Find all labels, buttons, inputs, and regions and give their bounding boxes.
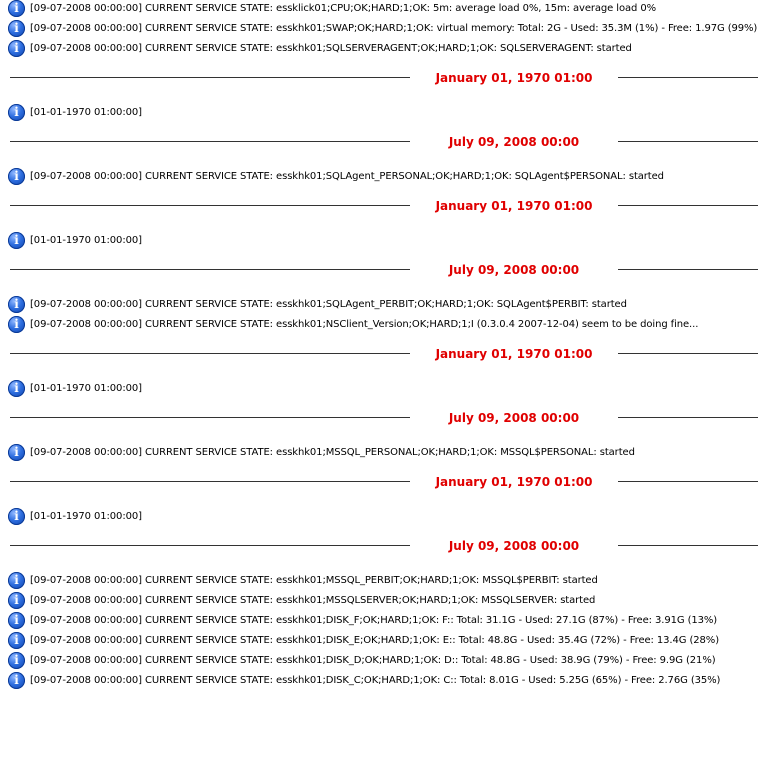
info-icon: i	[8, 652, 25, 669]
info-icon: i	[8, 0, 25, 17]
date-divider	[10, 69, 758, 87]
log-entry-text: [01-01-1970 01:00:00]	[30, 106, 142, 118]
log-entry	[8, 230, 142, 250]
log-entry	[8, 630, 719, 650]
date-header: July 09, 2008 00:00	[448, 263, 580, 277]
info-icon: i	[8, 232, 25, 249]
log-entry	[8, 570, 598, 590]
log-entry-text: [09-07-2008 00:00:00] CURRENT SERVICE STATE: esskhk01;SQLAgent_PERBIT;OK;HARD;1;OK: SQLAgent$PERBIT: started	[30, 298, 627, 310]
log-entry-text: [09-07-2008 00:00:00] CURRENT SERVICE STATE: esskhk01;DISK_E;OK;HARD;1;OK: E:: Total: 48.8G - Used: 35.4G (72%) - Free: 13.4G (28%)	[30, 634, 720, 646]
log-entry	[8, 166, 664, 186]
log-entry-text: [09-07-2008 00:00:00] CURRENT SERVICE STATE: esskhk01;MSSQL_PERBIT;OK;HARD;1;OK: MSSQL$PERBIT: started	[30, 574, 598, 586]
log-entry	[8, 442, 635, 462]
date-header: July 09, 2008 00:00	[448, 539, 580, 553]
log-entry-text: [09-07-2008 00:00:00] CURRENT SERVICE STATE: esskhk01;DISK_C;OK;HARD;1;OK: C:: Total: 8.01G - Used: 5.25G (65%) - Free: 2.76G (35%)	[30, 674, 721, 686]
date-divider	[10, 261, 758, 279]
date-header: January 01, 1970 01:00	[435, 347, 593, 361]
divider-rule-right	[618, 269, 758, 270]
log-entry-text: [01-01-1970 01:00:00]	[30, 382, 142, 394]
divider-rule-right	[618, 141, 758, 142]
info-icon: i	[8, 380, 25, 397]
divider-rule-left	[10, 353, 410, 354]
info-icon: i	[8, 168, 25, 185]
date-header: January 01, 1970 01:00	[435, 199, 593, 213]
info-icon: i	[8, 104, 25, 121]
info-icon: i	[8, 296, 25, 313]
date-header: July 09, 2008 00:00	[448, 135, 580, 149]
log-entry-text: [09-07-2008 00:00:00] CURRENT SERVICE STATE: esskhk01;DISK_F;OK;HARD;1;OK: F:: Total: 31.1G - Used: 27.1G (87%) - Free: 3.91G (13%)	[30, 614, 718, 626]
log-entry	[8, 610, 717, 630]
divider-rule-left	[10, 481, 410, 482]
date-header: January 01, 1970 01:00	[435, 475, 593, 489]
divider-rule-left	[10, 77, 410, 78]
log-entry-text: [09-07-2008 00:00:00] CURRENT SERVICE STATE: esskhk01;NSClient_Version;OK;HARD;1;I (0.3.0.4 2007-12-04) seem to be doing fine...	[30, 318, 699, 330]
log-entry	[8, 378, 142, 398]
info-icon: i	[8, 508, 25, 525]
divider-rule-right	[618, 205, 758, 206]
log-entry	[8, 18, 757, 38]
divider-rule-right	[618, 353, 758, 354]
log-entry	[8, 670, 720, 690]
log-entry-text: [01-01-1970 01:00:00]	[30, 510, 142, 522]
divider-rule-left	[10, 141, 410, 142]
divider-rule-left	[10, 205, 410, 206]
date-header: January 01, 1970 01:00	[435, 71, 593, 85]
divider-rule-right	[618, 481, 758, 482]
info-icon: i	[8, 612, 25, 629]
log-entry	[8, 38, 632, 58]
log-entry	[8, 590, 595, 610]
log-entry-text: [01-01-1970 01:00:00]	[30, 234, 142, 246]
info-icon: i	[8, 20, 25, 37]
log-entry-text: [09-07-2008 00:00:00] CURRENT SERVICE STATE: esskhk01;SWAP;OK;HARD;1;OK: virtual memory: Total: 2G - Used: 35.3M (1%) - Free: 1.97G (99%)	[30, 22, 758, 34]
date-divider	[10, 197, 758, 215]
info-icon: i	[8, 444, 25, 461]
log-entry	[8, 102, 142, 122]
log-entry-text: [09-07-2008 00:00:00] CURRENT SERVICE STATE: esskhk01;DISK_D;OK;HARD;1;OK: D:: Total: 48.8G - Used: 38.9G (79%) - Free: 9.9G (21%)	[30, 654, 716, 666]
log-entry	[8, 506, 142, 526]
info-icon: i	[8, 316, 25, 333]
log-entry	[8, 650, 716, 670]
log-entry	[8, 314, 698, 334]
info-icon: i	[8, 672, 25, 689]
info-icon: i	[8, 632, 25, 649]
date-divider	[10, 409, 758, 427]
log-entry-text: [09-07-2008 00:00:00] CURRENT SERVICE STATE: esskhk01;MSSQL_PERSONAL;OK;HARD;1;OK: MSSQL$PERSONAL: started	[30, 446, 635, 458]
date-divider	[10, 537, 758, 555]
divider-rule-right	[618, 77, 758, 78]
log-entry	[8, 294, 627, 314]
info-icon: i	[8, 592, 25, 609]
date-header: July 09, 2008 00:00	[448, 411, 580, 425]
log-entry-text: [09-07-2008 00:00:00] CURRENT SERVICE STATE: esskhk01;SQLSERVERAGENT;OK;HARD;1;OK: SQLSERVERAGENT: started	[30, 42, 632, 54]
info-icon: i	[8, 572, 25, 589]
date-divider	[10, 473, 758, 491]
log-entry-text: [09-07-2008 00:00:00] CURRENT SERVICE STATE: esskhk01;MSSQLSERVER;OK;HARD;1;OK: MSSQLSERVER: started	[30, 594, 596, 606]
log-entry-text: [09-07-2008 00:00:00] CURRENT SERVICE STATE: essklick01;CPU;OK;HARD;1;OK: 5m: average load 0%, 15m: average load 0%	[30, 2, 657, 14]
date-divider	[10, 345, 758, 363]
log-entry	[8, 0, 656, 18]
log-entry-text: [09-07-2008 00:00:00] CURRENT SERVICE STATE: esskhk01;SQLAgent_PERSONAL;OK;HARD;1;OK: SQLAgent$PERSONAL: started	[30, 170, 664, 182]
divider-rule-right	[618, 545, 758, 546]
divider-rule-left	[10, 269, 410, 270]
date-divider	[10, 133, 758, 151]
divider-rule-left	[10, 417, 410, 418]
divider-rule-right	[618, 417, 758, 418]
info-icon: i	[8, 40, 25, 57]
divider-rule-left	[10, 545, 410, 546]
